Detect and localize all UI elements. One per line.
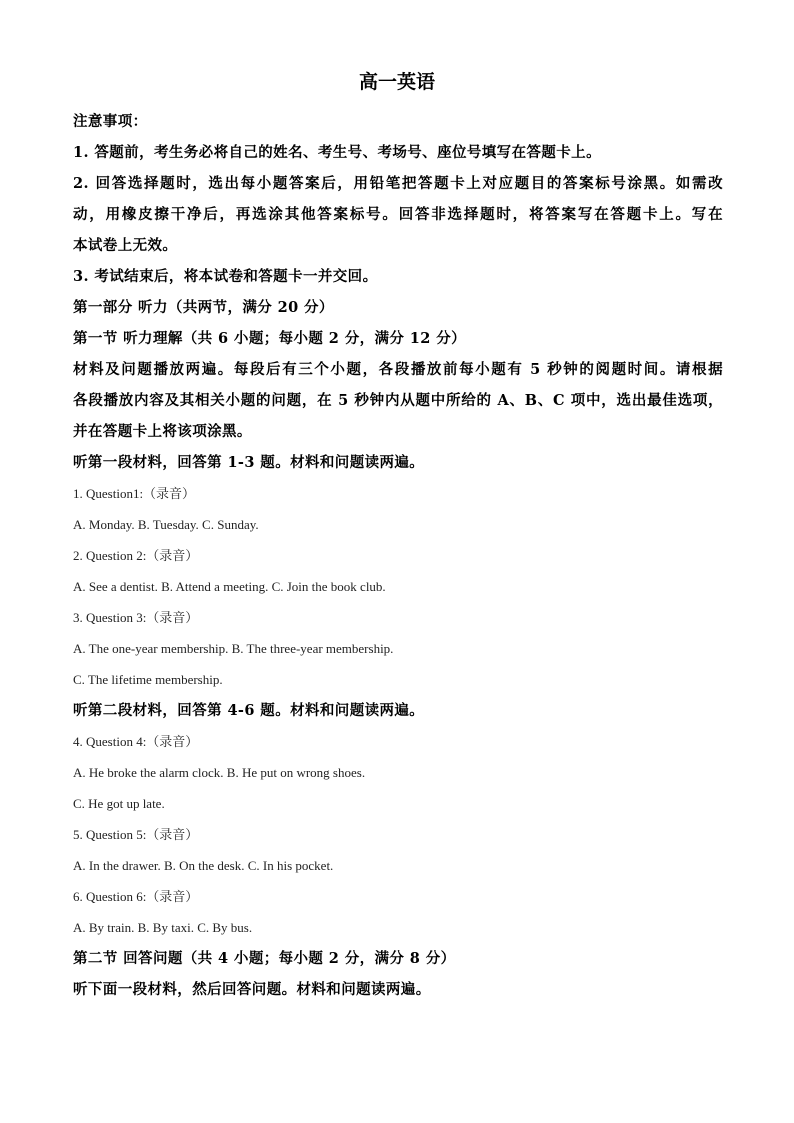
question-4: 4. Question 4:（录音） [73,734,199,749]
section-two-instruction: 听下面一段材料，然后回答问题。材料和问题读两遍。 [73,981,431,998]
question-3: 3. Question 3:（录音） [73,610,199,625]
question-4-options-line-2: C. He got up late. [73,796,165,811]
section-two-heading: 第二节 回答问题（共 4 小题；每小题 2 分，满分 8 分） [73,950,456,967]
notice-item-2-line-2: 动，用橡皮擦干净后，再选涂其他答案标号。回答非选择题时，将答案写在答题卡上。写在 [73,206,723,223]
question-3-options-line-2: C. The lifetime membership. [73,672,223,687]
question-2: 2. Question 2:（录音） [73,548,199,563]
page-title: 高一英语 [358,71,435,93]
passage-two-instruction: 听第二段材料，回答第 4-6 题。材料和问题读两遍。 [73,702,425,719]
question-5-options: A. In the drawer. B. On the desk. C. In his pocket. [73,858,334,873]
section-one-instructions-line-3: 并在答题卡上将该项涂黑。 [73,423,252,440]
question-3-options-line-1: A. The one-year membership. B. The three-year membership. [73,641,394,656]
question-1-options: A. Monday. B. Tuesday. C. Sunday. [73,517,259,532]
section-one-heading: 第一节 听力理解（共 6 小题；每小题 2 分，满分 12 分） [73,330,466,347]
notice-item-3: 3. 考试结束后，将本试卷和答题卡一并交回。 [73,268,378,285]
exam-content [73,106,723,1005]
question-1: 1. Question1:（录音） [73,486,196,501]
notice-item-1: 1. 答题前，考生务必将自己的姓名、考生号、考场号、座位号填写在答题卡上。 [73,144,601,161]
notice-item-2-line-3: 本试卷上无效。 [73,237,178,254]
section-one-instructions-line-2: 各段播放内容及其相关小题的问题，在 5 秒钟内从题中所给的 A、B、C 项中，选出最佳选项， [73,392,723,409]
question-4-options-line-1: A. He broke the alarm clock. B. He put on wrong shoes. [73,765,366,780]
notice-item-2-line-1: 2. 回答选择题时，选出每小题答案后，用铅笔把答题卡上对应题目的答案标号涂黑。如需改 [73,175,723,192]
section-one-instructions-line-1: 材料及问题播放两遍。每段后有三个小题，各段播放前每小题有 5 秒钟的阅题时间。请根据 [73,361,723,378]
question-6: 6. Question 6:（录音） [73,889,199,904]
part-one-heading: 第一部分 听力（共两节，满分 20 分） [73,299,334,316]
question-2-options: A. See a dentist. B. Attend a meeting. C. Join the book club. [73,579,386,594]
notice-heading: 注意事项： [73,113,148,130]
question-6-options: A. By train. B. By taxi. C. By bus. [73,920,253,935]
passage-one-instruction: 听第一段材料，回答第 1-3 题。材料和问题读两遍。 [73,454,425,471]
question-5: 5. Question 5:（录音） [73,827,199,842]
